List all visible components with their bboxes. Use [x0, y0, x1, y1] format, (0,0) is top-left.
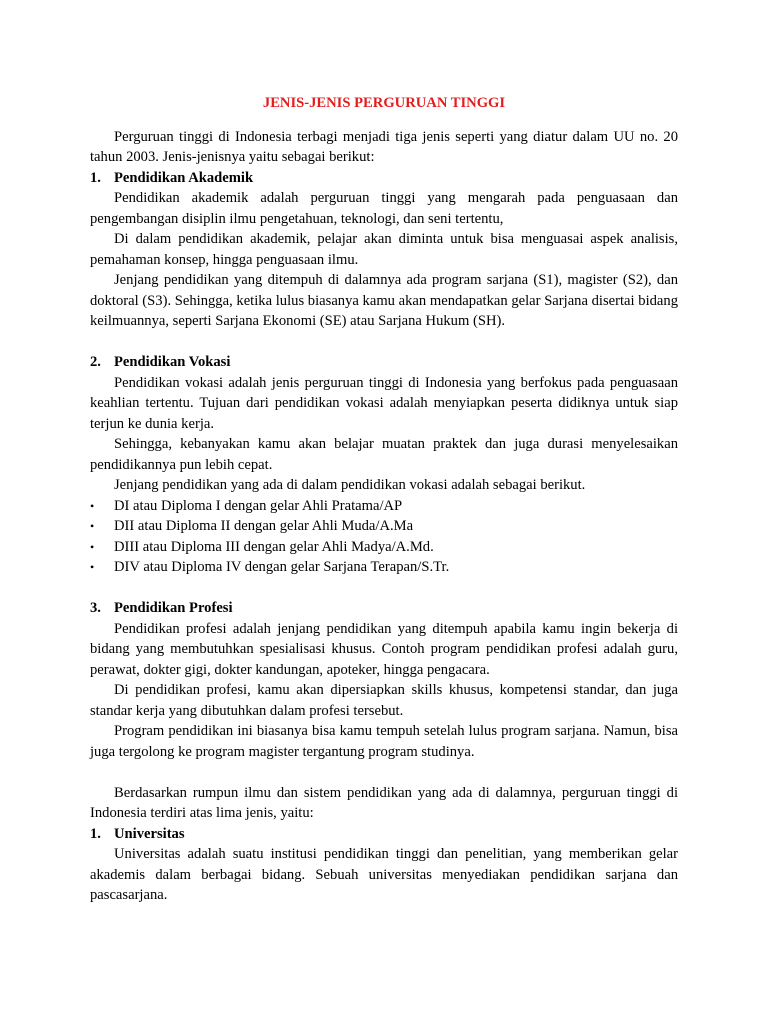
- spacer: [90, 332, 678, 353]
- section-title: Pendidikan Vokasi: [114, 354, 231, 370]
- page-title: JENIS-JENIS PERGURUAN TINGGI: [262, 95, 506, 111]
- paragraph: Sehingga, kebanyakan kamu akan belajar muatan praktek dan juga durasi menyelesaikan pendidikannya pun lebih cepat.: [90, 436, 678, 473]
- spacer: [90, 762, 678, 783]
- section-title: Universitas: [114, 825, 185, 842]
- section-number: 1.: [90, 169, 101, 186]
- bullet-icon: •: [90, 560, 95, 574]
- paragraph: Di pendidikan profesi, kamu akan dipersiapkan skills khusus, kompetensi standar, dan juga standar kerja yang dibutuhkan dalam profesi tersebut.: [90, 682, 678, 719]
- section-number: 3.: [90, 600, 101, 616]
- section-title: Pendidikan Akademik: [114, 169, 254, 186]
- paragraph: Di dalam pendidikan akademik, pelajar akan diminta untuk bisa menguasai aspek analisis, pemahaman konsep, hingga penguasaan ilmu.: [90, 231, 678, 268]
- bullet-list: [90, 496, 678, 578]
- spacer: [90, 578, 678, 599]
- list-item: [90, 516, 678, 537]
- section-heading-profesi: [90, 598, 678, 619]
- section-heading-universitas: [90, 824, 678, 845]
- list-item: [90, 557, 678, 578]
- list-item: [90, 496, 678, 517]
- intro-paragraph: Perguruan tinggi di Indonesia terbagi menjadi tiga jenis seperti yang diatur dalam UU no. 20 tahun 2003. Jenis-jenisnya yaitu sebagai berikut:: [90, 128, 678, 165]
- paragraph: Jenjang pendidikan yang ada di dalam pendidikan vokasi adalah sebagai berikut.: [114, 477, 586, 493]
- outro-paragraph: Berdasarkan rumpun ilmu dan sistem pendidikan yang ada di dalamnya, perguruan tinggi di Indonesia terdiri atas lima jenis, yaitu:: [90, 784, 678, 821]
- section-number: 1.: [90, 825, 101, 842]
- paragraph: Pendidikan profesi adalah jenjang pendidikan yang ditempuh apabila kamu ingin bekerja di bidang yang membutuhkan spesialisasi khusus. Contoh program pendidikan profesi adalah guru, perawat, dokter gigi, dokter kandungan, apoteker, hingga pengacara.: [90, 620, 678, 678]
- bullet-icon: •: [90, 539, 95, 554]
- paragraph: Pendidikan vokasi adalah jenis perguruan tinggi di Indonesia yang berfokus pada penguasaan keahlian tertentu. Tujuan dari pendidikan vokasi adalah menyiapkan peserta didiknya untuk siap terjun ke dunia kerja.: [90, 374, 678, 432]
- section-heading-akademik: [90, 168, 678, 189]
- paragraph: Jenjang pendidikan yang ditempuh di dalamnya ada program sarjana (S1), magister (S2), dan doktoral (S3). Sehingga, ketika lulus biasanya kamu akan mendapatkan gelar Sarjana disertai bidang keilmuannya, seperti Sarjana Ekonomi (SE) atau Sarjana Hukum (SH).: [90, 272, 678, 329]
- list-item-text: DI atau Diploma I dengan gelar Ahli Pratama/AP: [114, 497, 403, 514]
- section-title: Pendidikan Profesi: [114, 600, 233, 616]
- section-heading-vokasi: [90, 352, 678, 373]
- list-item-text: DIV atau Diploma IV dengan gelar Sarjana Terapan/S.Tr.: [114, 559, 450, 575]
- bullet-icon: •: [90, 498, 95, 513]
- list-item-text: DII atau Diploma II dengan gelar Ahli Muda/A.Ma: [114, 518, 414, 534]
- list-item-text: DIII atau Diploma III dengan gelar Ahli Madya/A.Md.: [114, 538, 434, 555]
- list-item: [90, 537, 678, 558]
- paragraph: Program pendidikan ini biasanya bisa kamu tempuh setelah lulus program sarjana. Namun, bisa juga tergolong ke program magister tergantung program studinya.: [90, 723, 678, 760]
- bullet-icon: •: [90, 519, 95, 533]
- section-number: 2.: [90, 354, 101, 370]
- paragraph: Pendidikan akademik adalah perguruan tinggi yang mengarah pada penguasaan dan pengembangan disiplin ilmu pengetahuan, teknologi, dan seni tertentu,: [90, 190, 678, 227]
- paragraph: Universitas adalah suatu institusi pendidikan tinggi dan penelitian, yang memberikan gelar akademis dalam berbagai bidang. Sebuah universitas menyediakan pendidikan sarjana dan pascasarjana.: [90, 846, 678, 903]
